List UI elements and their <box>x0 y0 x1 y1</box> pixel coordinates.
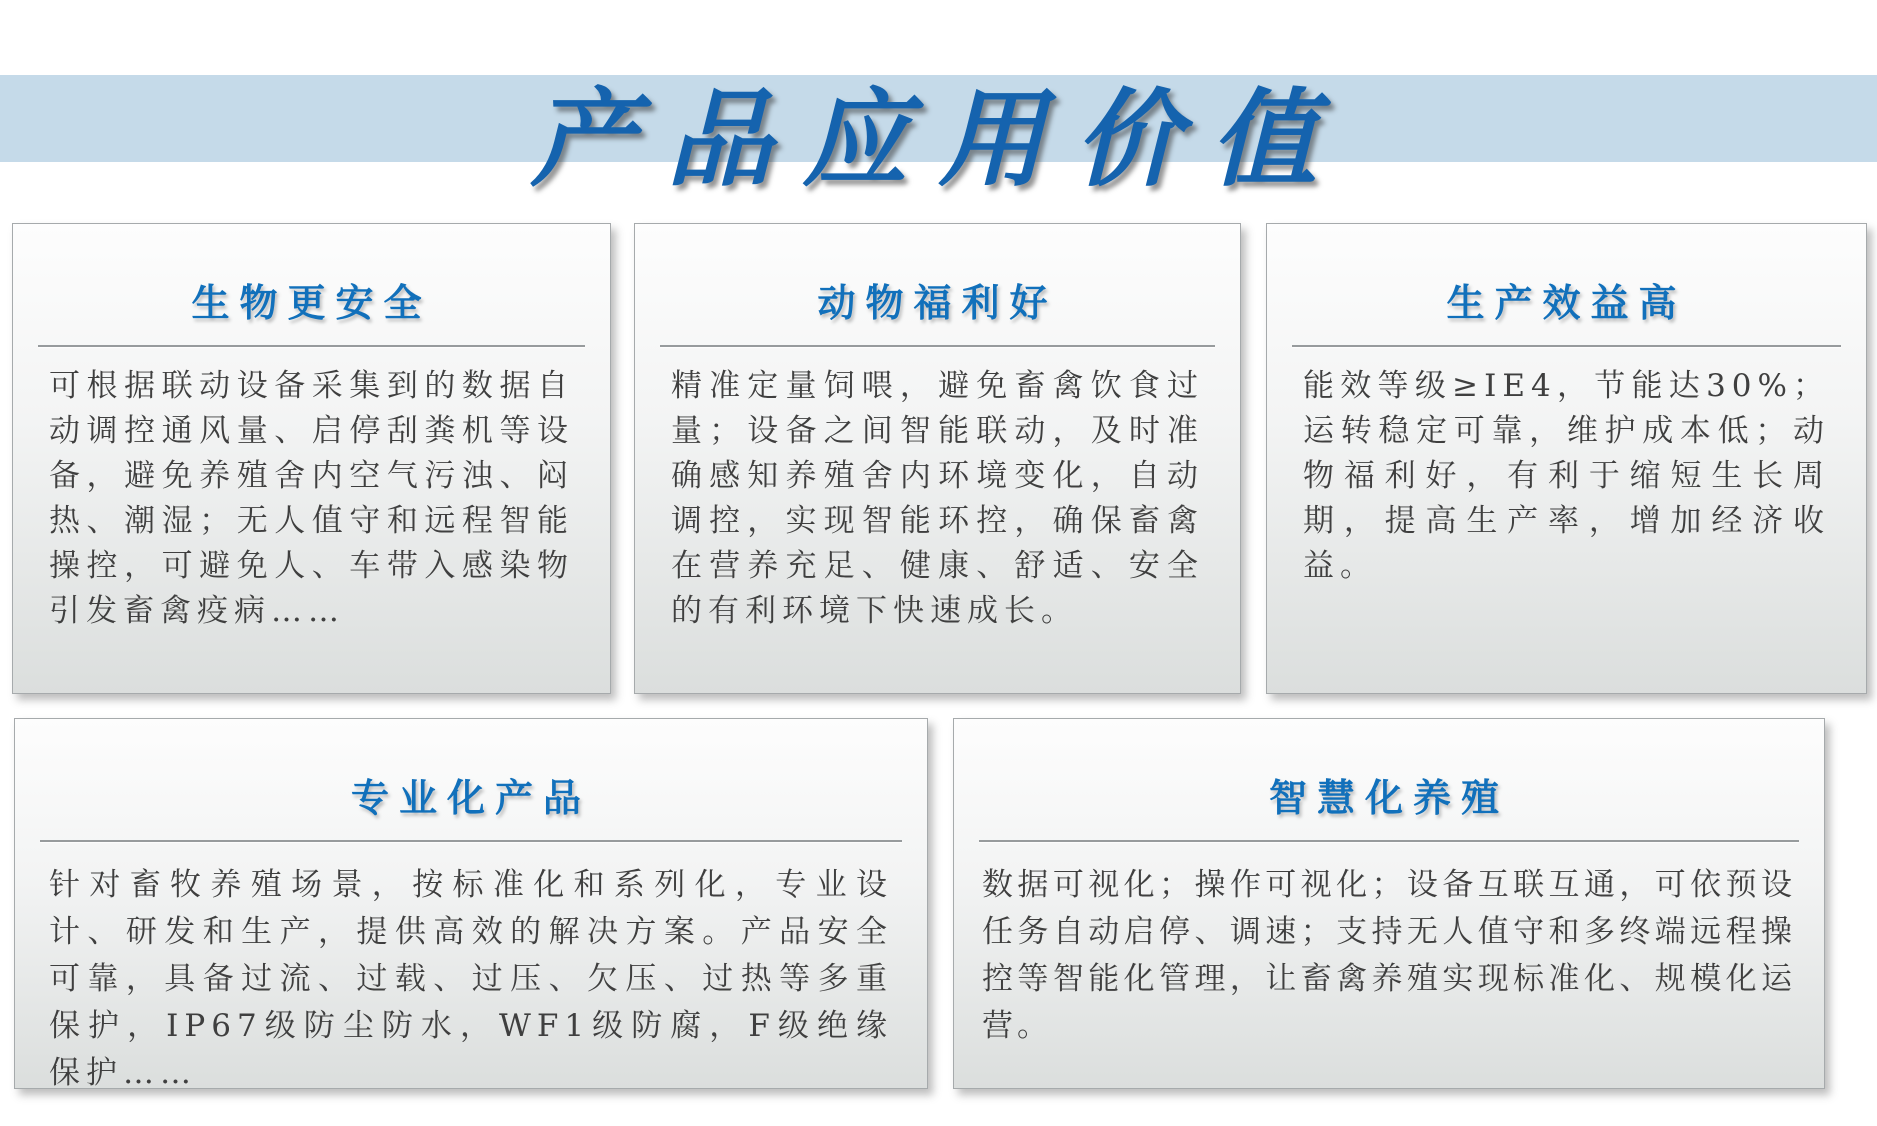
title-divider <box>40 840 902 842</box>
page-title: 产品应用价值 <box>530 76 1347 202</box>
card-title: 专业化产品 <box>350 776 591 820</box>
title-divider <box>38 345 585 347</box>
card-body-text: 数据可视化；操作可视化；设备互联互通，可依预设任务自动启停、调速；支持无人值守和多终端远程操控等智能化管理，让畜禽养殖实现标准化、规模化运营。 <box>982 867 1796 1044</box>
title-divider <box>660 345 1215 347</box>
card-professional-products <box>14 718 928 1089</box>
card-animal-welfare <box>634 223 1241 694</box>
card-body-text: 针对畜牧养殖场景，按标准化和系列化，专业设计、研发和生产，提供高效的解决方案。产品安全可靠，具备过流、过载、过压、欠压、过热等多重保护，IP67级防尘防水，WF1级防腐，F级绝缘保护…… <box>49 867 893 1091</box>
card-title: 智慧化养殖 <box>1268 776 1509 820</box>
title-divider <box>1292 345 1841 347</box>
title-divider <box>979 840 1799 842</box>
card-title: 动物福利好 <box>817 281 1058 325</box>
card-body-text: 能效等级≥IE4，节能达30%；运转稳定可靠，维护成本低；动物福利好，有利于缩短生长周期，提高生产率，增加经济收益。 <box>1303 368 1830 584</box>
card-production-efficiency <box>1266 223 1867 694</box>
card-body-text: 精准定量饲喂，避免畜禽饮食过量；设备之间智能联动，及时准确感知养殖舍内环境变化，自动调控，实现智能环控，确保畜禽在营养充足、健康、舒适、安全的有利环境下快速成长。 <box>671 368 1204 629</box>
card-title: 生物更安全 <box>191 281 432 325</box>
card-bio-security <box>12 223 611 694</box>
card-body-text: 可根据联动设备采集到的数据自动调控通风量、启停刮粪机等设备，避免养殖舍内空气污浊、闷热、潮湿；无人值守和远程智能操控，可避免人、车带入感染物引发畜禽疫病…… <box>49 368 574 629</box>
card-title: 生产效益高 <box>1446 281 1687 325</box>
card-smart-farming <box>953 718 1825 1089</box>
